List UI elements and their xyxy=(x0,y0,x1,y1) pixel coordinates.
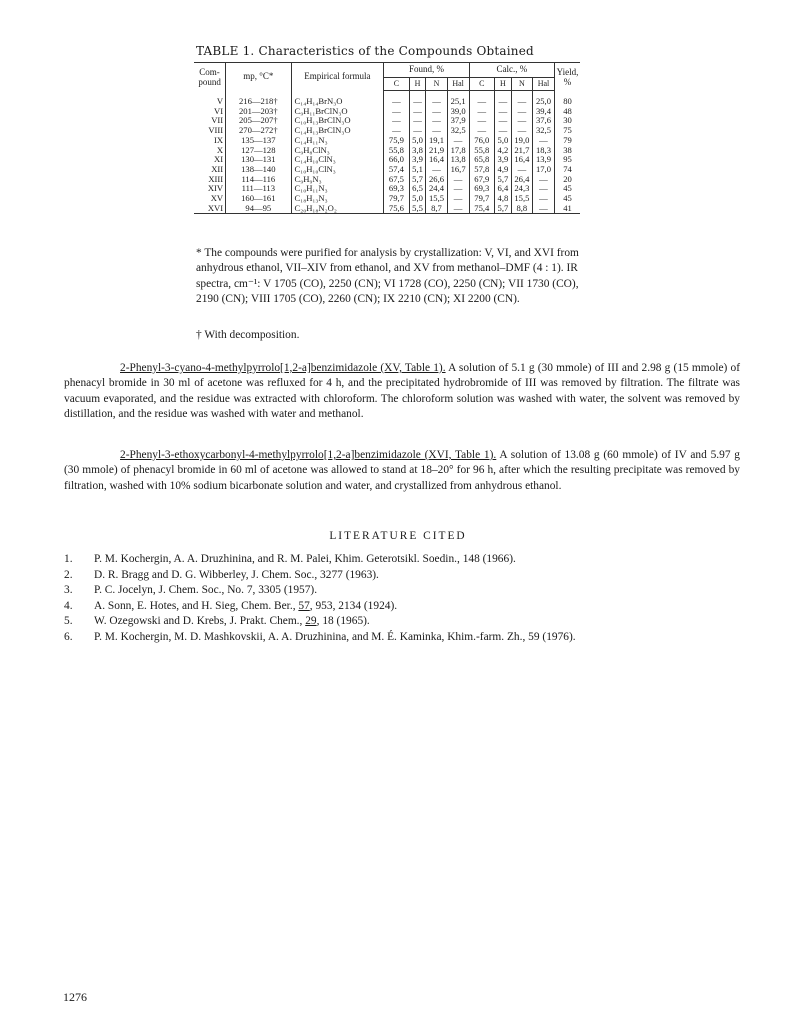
found-cell: — xyxy=(384,126,409,136)
literature-heading: LITERATURE CITED xyxy=(329,530,467,542)
compound-cell: XV xyxy=(210,193,224,204)
footnote-star: * The compounds were purified for analysis by crystallization: V, VI, and XVI from anhydrous ethanol, VII–XIV from ethanol, and XV from methanol–DMF (4 : 1). IR spectra, cm⁻¹: V 1705 (CO), 2250 (CN); VI 1728 (CO), 2250 (CN); VII 1730 (CO), 2190 (CN); VIII 1705 (CO), 2260 (CN); IX 2210 (CN); XI 2200 (CN). xyxy=(196,247,579,306)
compound-cell: VII xyxy=(211,115,224,126)
mp-cell: 114—116 xyxy=(226,175,291,185)
formula-cell: C₁₄H₁₄BrN₃O xyxy=(291,97,384,107)
formula-cell: C₉H₁₁BrClN₃O xyxy=(291,107,384,117)
found-cell: — xyxy=(384,97,409,107)
calc-cell: — xyxy=(494,126,511,136)
found-cell: — xyxy=(384,116,409,126)
compound-cell: XIV xyxy=(207,183,224,194)
compound-cell: IX xyxy=(214,134,224,145)
subheader-found-h: H xyxy=(409,78,426,91)
found-cell: — xyxy=(409,107,426,117)
calc-cell: 76,0 xyxy=(469,136,494,146)
calc-cell: 15,5 xyxy=(511,194,532,204)
calc-cell: 4,8 xyxy=(494,194,511,204)
yield-cell: 20 xyxy=(555,175,580,185)
yield-cell: 75 xyxy=(555,126,580,136)
calc-cell: 79,7 xyxy=(469,194,494,204)
calc-cell: 4,9 xyxy=(494,165,511,175)
yield-cell: 48 xyxy=(555,107,580,117)
paragraph-xvi-title: 2-Phenyl-3-ethoxycarbonyl-4-methylpyrrolo[1,2-a]benzimidazole (XVI, Table 1). xyxy=(120,449,497,461)
found-cell: — xyxy=(409,97,426,107)
mp-cell: 205—207† xyxy=(226,116,291,126)
formula-cell: C₁₀H₁₃BrClN₃O xyxy=(291,116,384,126)
yield-cell: 30 xyxy=(555,116,580,126)
calc-cell: 65,8 xyxy=(469,155,494,165)
calc-cell: — xyxy=(511,116,532,126)
found-cell: 5,0 xyxy=(409,194,426,204)
reference-number: 1. xyxy=(64,553,73,565)
paragraph-xv-text: A solution of 5.1 g (30 mmole) of III and 2.98 g (15 mmole) of phenacyl bromide in 30 ml of acetone was refluxed for 4 h, and the precipitated hydrobromide of III was removed by filtration. The filtrate was vacuum evaporated, and the residue was extracted with chloroform. The chloroform solution was washed with water, the solvent was removed by distillation, and the residue was washed with water and methanol. xyxy=(64,362,740,421)
found-cell: — xyxy=(447,175,469,185)
calc-cell: — xyxy=(469,116,494,126)
reference-text: A. Sonn, E. Hotes, and H. Sieg, Chem. Ber., xyxy=(94,599,299,612)
reference-item xyxy=(64,630,754,646)
calc-cell: — xyxy=(469,126,494,136)
paragraph-xv xyxy=(64,361,740,423)
table-row xyxy=(194,204,580,214)
reference-number: 4. xyxy=(64,599,73,612)
subheader-found-c: C xyxy=(384,78,409,91)
found-cell: 32,5 xyxy=(447,126,469,136)
calc-cell: 69,3 xyxy=(469,184,494,194)
footnote-dagger: † With decomposition. xyxy=(196,329,300,341)
found-cell: — xyxy=(426,97,447,107)
found-cell: — xyxy=(426,116,447,126)
found-cell: 17,8 xyxy=(447,146,469,156)
mp-cell: 160—161 xyxy=(226,194,291,204)
calc-cell: 21,7 xyxy=(511,146,532,156)
subheader-calc-hal: Hal xyxy=(532,78,554,91)
formula-cell: C₂₀H₁₈N₂O₂ xyxy=(291,204,384,214)
calc-cell: — xyxy=(532,175,554,185)
reference-number: 6. xyxy=(64,630,73,643)
mp-cell: 138—140 xyxy=(226,165,291,175)
found-cell: 79,7 xyxy=(384,194,409,204)
found-cell: 5,5 xyxy=(409,204,426,214)
calc-cell: 37,6 xyxy=(532,116,554,126)
calc-cell: — xyxy=(494,107,511,117)
paragraph-xvi-text: A solution of 13.08 g (60 mmole) of IV and 5.97 g (30 mmole) of phenacyl bromide in 60 ml of acetone was allowed to stand at 18–20° for 96 h, after which the resulting precipitate was removed by filtration, washed with 10% sodium bicarbonate solution and water, and crystallized from anhydrous ethanol. xyxy=(64,449,740,492)
compound-cell: VI xyxy=(214,105,224,116)
reference-text: D. R. Bragg and D. G. Wibberley, J. Chem. Soc., 3277 (1963). xyxy=(94,568,379,581)
found-cell: 66,0 xyxy=(384,155,409,165)
found-cell: — xyxy=(447,136,469,146)
reference-item xyxy=(64,568,754,584)
subheader-calc-n: N xyxy=(511,78,532,91)
reference-text: W. Ozegowski and D. Krebs, J. Prakt. Chem., xyxy=(94,615,306,628)
found-cell: 24,4 xyxy=(426,184,447,194)
found-cell: 39,0 xyxy=(447,107,469,117)
reference-number: 3. xyxy=(64,584,73,597)
compound-cell: VIII xyxy=(208,125,224,136)
subheader-found-n: N xyxy=(426,78,447,91)
reference-text-end: , 18 (1965). xyxy=(316,615,370,628)
compound-cell: V xyxy=(216,96,224,106)
found-cell: — xyxy=(447,194,469,204)
calc-cell: — xyxy=(511,107,532,117)
calc-cell: 5,0 xyxy=(494,136,511,146)
calc-cell: — xyxy=(511,97,532,107)
found-cell: 13,8 xyxy=(447,155,469,165)
found-cell: — xyxy=(426,126,447,136)
calc-cell: — xyxy=(511,165,532,175)
found-cell: 16,4 xyxy=(426,155,447,165)
yield-cell: 79 xyxy=(555,136,580,146)
header-mp: mp, °C* xyxy=(226,63,291,91)
found-cell: 57,4 xyxy=(384,165,409,175)
calc-cell: 24,3 xyxy=(511,184,532,194)
found-cell: 5,1 xyxy=(409,165,426,175)
found-cell: 21,9 xyxy=(426,146,447,156)
mp-cell: 270—272† xyxy=(226,126,291,136)
mp-cell: 130—131 xyxy=(226,155,291,165)
paragraph-xv-title: 2-Phenyl-3-cyano-4-methylpyrrolo[1,2-a]benzimidazole (XV, Table 1). xyxy=(120,362,446,374)
compound-cell: XI xyxy=(214,154,224,165)
reference-text-end: , 953, 2134 (1924). xyxy=(309,599,398,612)
found-cell: — xyxy=(409,126,426,136)
compound-cell: XVI xyxy=(194,204,226,214)
calc-cell: 8,8 xyxy=(511,204,532,214)
found-cell: 55,8 xyxy=(384,146,409,156)
mp-cell: 111—113 xyxy=(226,184,291,194)
header-found: Found, % xyxy=(384,63,469,78)
calc-cell: 39,4 xyxy=(532,107,554,117)
found-cell: 6,5 xyxy=(409,184,426,194)
table-body xyxy=(194,91,580,214)
found-cell: 8,7 xyxy=(426,204,447,214)
subheader-calc-c: C xyxy=(469,78,494,91)
found-cell: 37,9 xyxy=(447,116,469,126)
paragraph-xvi xyxy=(64,448,740,494)
mp-cell: 127—128 xyxy=(226,146,291,156)
reference-item xyxy=(64,599,754,615)
mp-cell: 216—218† xyxy=(226,97,291,107)
calc-cell: 5,7 xyxy=(494,175,511,185)
header-yield: Yield, % xyxy=(555,63,580,91)
formula-cell: C₉H₉N₃ xyxy=(291,175,384,185)
reference-text: P. M. Kochergin, M. D. Mashkovskii, A. A. Druzhinina, and M. É. Kaminka, Khim.-farm. Zh., 59 (1976). xyxy=(94,630,576,643)
calc-cell: 25,0 xyxy=(532,97,554,107)
formula-cell: C₁₄H₁₁N₃ xyxy=(291,136,384,146)
reference-volume: 29 xyxy=(305,615,317,628)
header-calc: Calc., % xyxy=(469,63,554,78)
formula-cell: C₁₄H₁₀ClN₃ xyxy=(291,155,384,165)
reference-number: 5. xyxy=(64,615,73,628)
compound-cell: X xyxy=(216,144,224,155)
calc-cell: 3,9 xyxy=(494,155,511,165)
calc-cell: — xyxy=(469,107,494,117)
calc-cell: 13,9 xyxy=(532,155,554,165)
calc-cell: — xyxy=(494,116,511,126)
calc-cell: 67,9 xyxy=(469,175,494,185)
found-cell: 67,5 xyxy=(384,175,409,185)
formula-cell: C₁₀H₁₀ClN₃ xyxy=(291,165,384,175)
found-cell: — xyxy=(447,204,469,214)
calc-cell: — xyxy=(494,97,511,107)
yield-cell: 95 xyxy=(555,155,580,165)
compounds-table xyxy=(194,62,580,214)
subheader-found-hal: Hal xyxy=(447,78,469,91)
calc-cell: 57,8 xyxy=(469,165,494,175)
page-number: 1276 xyxy=(63,990,87,1004)
mp-cell: 135—137 xyxy=(226,136,291,146)
yield-cell: 45 xyxy=(555,194,580,204)
found-cell: 16,7 xyxy=(447,165,469,175)
reference-text: P. C. Jocelyn, J. Chem. Soc., No. 7, 3305 (1957). xyxy=(94,584,318,597)
found-cell: 75,6 xyxy=(384,204,409,214)
mp-cell: 94—95 xyxy=(226,204,291,214)
found-cell: 3,9 xyxy=(409,155,426,165)
reference-text: P. M. Kochergin, A. A. Druzhinina, and R. M. Palei, Khim. Geterotsikl. Soedin., 148 (1966). xyxy=(94,553,516,565)
reference-item xyxy=(64,583,754,599)
formula-cell: C₁₀H₁₁N₃ xyxy=(291,184,384,194)
calc-cell: — xyxy=(532,136,554,146)
calc-cell: 4,2 xyxy=(494,146,511,156)
calc-cell: 16,4 xyxy=(511,155,532,165)
reference-volume: 57 xyxy=(298,599,310,612)
header-formula: Empirical formula xyxy=(291,63,384,91)
calc-cell: — xyxy=(469,97,494,107)
reference-number: 2. xyxy=(64,568,73,581)
reference-item xyxy=(64,614,754,630)
found-cell: — xyxy=(426,107,447,117)
found-cell: 15,5 xyxy=(426,194,447,204)
formula-cell: C₁₈H₁₃N₃ xyxy=(291,194,384,204)
reference-item xyxy=(64,552,754,568)
found-cell: 5,7 xyxy=(409,175,426,185)
table-title: TABLE 1. Characteristics of the Compounds Obtained xyxy=(196,44,534,58)
formula-cell: C₉H₈ClN₃ xyxy=(291,146,384,156)
calc-cell: — xyxy=(511,126,532,136)
found-cell: 26,6 xyxy=(426,175,447,185)
calc-cell: 32,5 xyxy=(532,126,554,136)
found-cell: — xyxy=(409,116,426,126)
mp-cell: 201—203† xyxy=(226,107,291,117)
subheader-calc-h: H xyxy=(494,78,511,91)
compound-cell: XII xyxy=(211,163,224,174)
yield-cell: 45 xyxy=(555,184,580,194)
calc-cell: 6,4 xyxy=(494,184,511,194)
formula-cell: C₁₄H₁₃BrClN₃O xyxy=(291,126,384,136)
header-compound: Com-pound xyxy=(194,63,226,91)
found-cell: — xyxy=(384,107,409,117)
calc-cell: 17,0 xyxy=(532,165,554,175)
found-cell: — xyxy=(426,165,447,175)
found-cell: 69,3 xyxy=(384,184,409,194)
calc-cell: 75,4 xyxy=(469,204,494,214)
yield-cell: 80 xyxy=(555,97,580,107)
found-cell: 75,9 xyxy=(384,136,409,146)
compound-cell: XIII xyxy=(208,173,224,184)
calc-cell: 18,3 xyxy=(532,146,554,156)
found-cell: 19,1 xyxy=(426,136,447,146)
found-cell: 25,1 xyxy=(447,97,469,107)
yield-cell: 41 xyxy=(555,204,580,214)
found-cell: — xyxy=(447,184,469,194)
calc-cell: 26,4 xyxy=(511,175,532,185)
calc-cell: 19,0 xyxy=(511,136,532,146)
calc-cell: 5,7 xyxy=(494,204,511,214)
found-cell: 3,8 xyxy=(409,146,426,156)
calc-cell: — xyxy=(532,204,554,214)
reference-list xyxy=(64,552,754,646)
yield-cell: 38 xyxy=(555,146,580,156)
calc-cell: — xyxy=(532,184,554,194)
calc-cell: — xyxy=(532,194,554,204)
yield-cell: 74 xyxy=(555,165,580,175)
found-cell: 5,0 xyxy=(409,136,426,146)
calc-cell: 55,8 xyxy=(469,146,494,156)
